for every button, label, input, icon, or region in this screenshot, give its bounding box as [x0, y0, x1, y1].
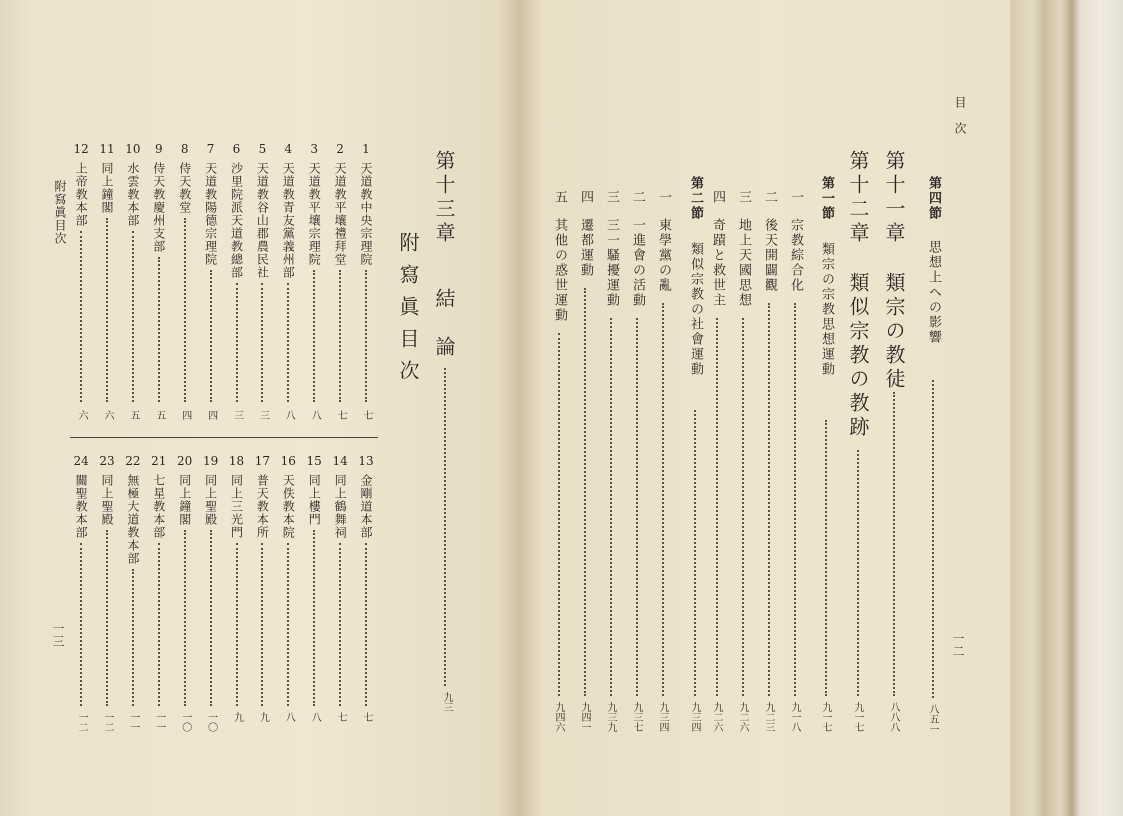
item-page: 九四六 [553, 702, 564, 732]
photo-leader [184, 530, 186, 706]
photo-leader [339, 543, 341, 706]
photo-number: 8 [180, 142, 189, 156]
photo-title: 天道教平壤宗理院 [307, 162, 322, 266]
item-page: 九二六 [711, 702, 722, 732]
photo-number: 4 [284, 142, 293, 156]
photo-number: 21 [151, 454, 167, 468]
photo-leader [236, 543, 238, 706]
photo-leader [132, 569, 134, 706]
item-title: 一進會の活動 [630, 218, 645, 308]
item-page: 九三四 [657, 702, 668, 732]
item-title: 奇蹟と救世主 [710, 218, 725, 308]
item-title: 東學黨の亂 [656, 218, 671, 293]
photo-title: 天道教陽德宗理院 [203, 162, 218, 266]
left-page-number: 一三 [51, 622, 65, 648]
photo-leader [158, 257, 160, 402]
photo-page: 七 [335, 410, 347, 420]
photo-leader [106, 530, 108, 706]
photo-leader [261, 543, 263, 706]
photo-page: 九 [257, 712, 269, 722]
item-leader [768, 303, 770, 696]
photo-title: 無極大道教本部 [125, 474, 140, 565]
photo-leader [287, 283, 289, 402]
photo-title: 金剛道本部 [359, 474, 373, 539]
item-label: 三 [604, 190, 619, 205]
photo-title: 沙里院派天道教總部 [229, 162, 244, 279]
item-label: 一 [656, 190, 671, 205]
item-leader [742, 318, 744, 696]
photo-number: 15 [306, 454, 322, 468]
photo-page: 三 [231, 410, 243, 420]
section1-leader [825, 420, 827, 696]
item-title: 後天開闢觀 [762, 218, 777, 293]
photo-title: 侍天教堂 [177, 162, 192, 214]
photo-page: 六 [102, 410, 113, 420]
photo-page: 八 [283, 712, 295, 722]
item-title: 其他の惑世運動 [552, 218, 567, 323]
photo-page: 一二 [76, 712, 88, 732]
photo-leader [261, 283, 263, 402]
photo-number: 22 [125, 454, 141, 468]
photo-title: 同上聖殿 [203, 474, 218, 526]
photo-page: 一〇 [179, 712, 191, 732]
photo-number: 14 [332, 454, 348, 468]
photo-title: 侍天教慶州支部 [151, 162, 166, 253]
photo-page: 一二 [102, 712, 113, 732]
photo-page: 四 [179, 410, 191, 420]
item-label: 三 [736, 190, 751, 205]
photo-title: 天道教青友黨義州部 [281, 162, 296, 279]
photo-page: 五 [127, 410, 139, 420]
photo-number: 17 [254, 454, 271, 468]
section2-leader [694, 410, 696, 696]
photo-number: 23 [99, 454, 115, 468]
photo-number: 24 [73, 454, 89, 468]
section1-title: 類宗の宗教思想運動 [819, 242, 834, 377]
chapter11-leader [893, 392, 895, 696]
photo-page: 七 [361, 712, 372, 722]
photo-number: 6 [232, 142, 241, 156]
item-page: 九二三 [763, 702, 774, 732]
photo-title: 天道教平壤禮拜堂 [333, 162, 348, 266]
chapter12-label: 第十二章 [846, 150, 870, 246]
photo-page: 八 [283, 410, 295, 420]
item-label: 二 [630, 190, 645, 205]
item-leader [794, 303, 796, 696]
photo-leader [184, 218, 186, 402]
photo-title: 同上鐘閣 [100, 162, 114, 214]
divider-rule [70, 437, 378, 438]
photo-page: 五 [153, 410, 165, 420]
photo-number: 2 [336, 142, 344, 156]
photo-title: 同上聖殿 [100, 474, 114, 526]
item-label: 四 [578, 190, 593, 205]
photo-leader [106, 218, 108, 402]
photo-title: 天佚教本院 [281, 474, 296, 539]
section4-title: 思想上への影響 [926, 240, 941, 345]
item-label: 四 [710, 190, 725, 205]
photo-title: 同上鐘閣 [177, 474, 192, 526]
photo-page: 七 [335, 712, 347, 722]
item-label: 五 [552, 190, 567, 205]
photo-title: 同上鶴舞祠 [333, 474, 348, 539]
item-page: 九二六 [737, 702, 748, 732]
item-page: 九三九 [605, 702, 616, 732]
item-page: 九一八 [789, 702, 800, 732]
photo-number: 7 [206, 142, 215, 156]
running-header: 目 次 [953, 96, 967, 135]
section4-leader [932, 380, 934, 698]
photo-number: 3 [310, 142, 318, 156]
item-page: 九四一 [579, 702, 590, 732]
section4-page: 八五一 [927, 704, 938, 734]
photo-leader [339, 270, 341, 402]
photo-page: 六 [76, 410, 88, 420]
photo-leader [313, 270, 315, 402]
photo-number: 10 [125, 142, 141, 156]
left-page-footer: 附寫眞目次 [53, 180, 67, 245]
chapter13-leader [444, 368, 446, 686]
section2-title: 類似宗教の社會運動 [688, 242, 703, 377]
chapter12-title: 類似宗教の教跡 [846, 272, 870, 440]
photo-title: 同上三光門 [229, 474, 244, 539]
chapter12-page: 九一七 [852, 702, 863, 732]
photo-number: 13 [358, 454, 374, 468]
photo-leader [313, 530, 315, 706]
item-title: 地上天國思想 [736, 218, 751, 308]
photo-title: 天道教谷山郡農民社 [255, 162, 270, 279]
photo-leader [210, 530, 212, 706]
section1-label: 第一節 [819, 176, 834, 221]
item-leader [584, 288, 586, 696]
item-label: 一 [788, 190, 803, 205]
item-title: 三一騷擾運動 [604, 218, 619, 308]
photo-page: 八 [309, 712, 321, 722]
photo-leader [365, 270, 367, 402]
photo-leader [236, 283, 238, 402]
item-label: 二 [762, 190, 777, 205]
photo-page: 七 [361, 410, 372, 420]
chapter13-page: 九三 [441, 692, 452, 712]
chapter12-leader [857, 450, 859, 696]
photo-leader [287, 543, 289, 706]
item-leader [716, 318, 718, 696]
photo-number: 16 [280, 454, 296, 468]
section2-label: 第二節 [688, 176, 703, 221]
photo-page: 一一 [127, 712, 139, 732]
photo-leader [80, 231, 82, 402]
photo-number: 20 [177, 454, 193, 468]
photo-number: 12 [73, 142, 89, 156]
chapter13-heading: 第十三章 [432, 150, 456, 246]
photo-leader [365, 543, 367, 706]
right-page [518, 0, 1010, 816]
chapter11-page: 八八八 [888, 702, 899, 732]
photo-leader [132, 231, 134, 402]
photo-title: 同上樓門 [307, 474, 322, 526]
section1-page: 九一七 [820, 702, 831, 732]
photo-title: 關聖教本部 [74, 474, 89, 539]
item-leader [558, 333, 560, 696]
photo-page: 四 [205, 410, 217, 420]
photo-title: 水雲教本部 [125, 162, 140, 227]
photo-leader [210, 270, 212, 402]
photo-number: 9 [154, 142, 163, 156]
photo-number: 18 [228, 454, 245, 468]
item-leader [636, 318, 638, 696]
photo-number: 1 [362, 142, 370, 156]
right-page-number: 一二 [951, 632, 965, 658]
photo-page: 一一 [153, 712, 165, 732]
item-title: 宗教綜合化 [788, 218, 803, 293]
photo-leader [158, 543, 160, 706]
item-leader [610, 318, 612, 696]
section4-label: 第四節 [926, 176, 941, 221]
photo-leader [80, 543, 82, 706]
section2-page: 九三四 [689, 702, 700, 732]
chapter11-title: 類宗の教徒 [882, 272, 906, 392]
photo-number: 19 [202, 454, 219, 468]
photo-page: 八 [309, 410, 321, 420]
photo-title: 上帝教本部 [74, 162, 89, 227]
photo-page: 三 [257, 410, 269, 420]
photo-list-title: 附寫眞目次 [396, 232, 420, 392]
chapter11-label: 第十一章 [882, 150, 906, 246]
photo-number: 5 [258, 142, 267, 156]
photo-title: 七星教本部 [151, 474, 166, 539]
photo-number: 11 [99, 142, 115, 156]
page-edges [1010, 0, 1123, 816]
photo-page: 九 [231, 712, 243, 722]
photo-title: 普天教本所 [255, 474, 270, 539]
item-leader [662, 303, 664, 696]
item-page: 九三七 [631, 702, 642, 732]
item-title: 遷都運動 [578, 218, 593, 278]
photo-title: 天道教中央宗理院 [359, 162, 373, 266]
chapter13-title: 結 論 [432, 288, 456, 360]
photo-page: 一〇 [205, 712, 217, 732]
